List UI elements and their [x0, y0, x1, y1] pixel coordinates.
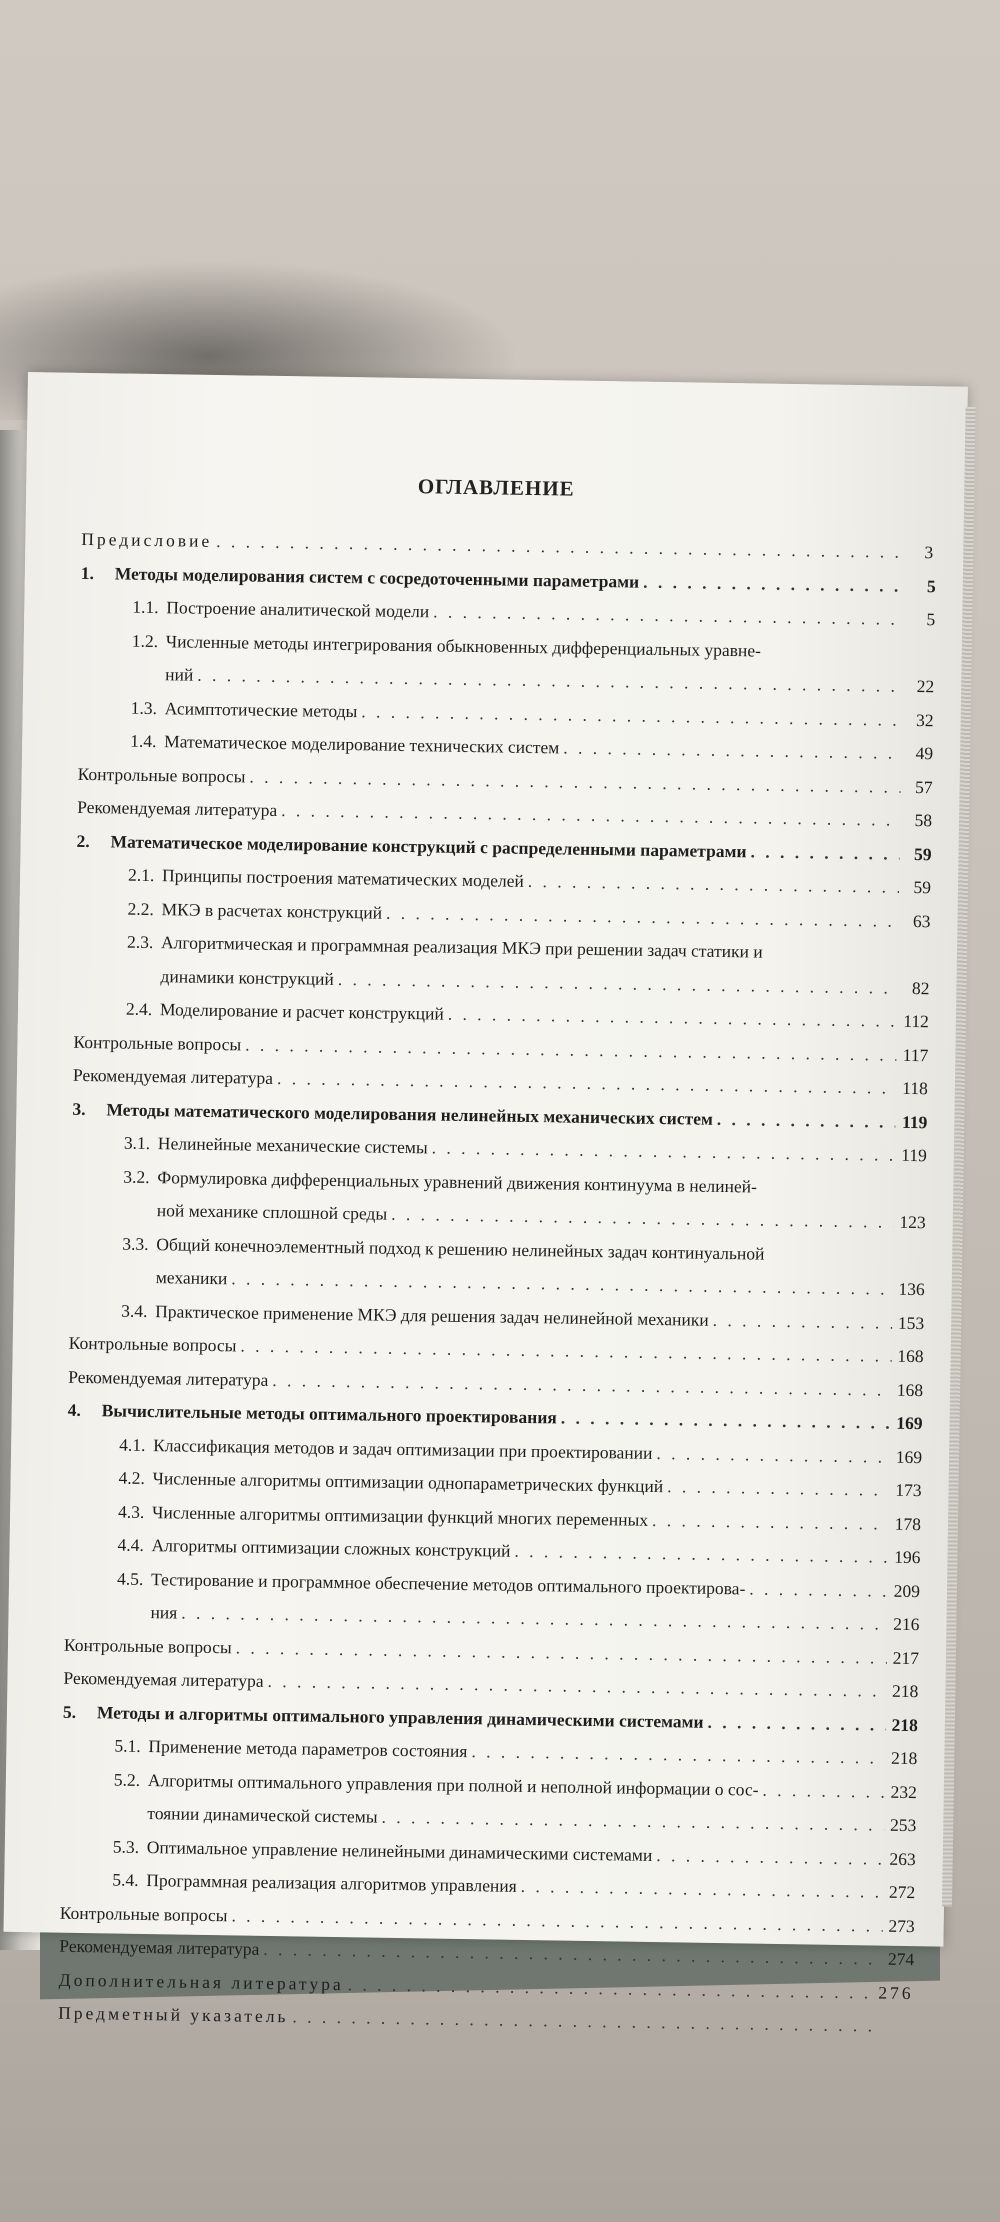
toc-page-number	[881, 2032, 913, 2033]
toc-page-number: 253	[889, 1814, 917, 1836]
toc-entry-title: тоянии динамической системы	[147, 1803, 378, 1827]
toc-entry-title: Рекомендуемая литература	[68, 1366, 269, 1390]
toc-entry-title: Контрольные вопросы	[77, 763, 246, 786]
toc-entry-text	[124, 1133, 428, 1159]
page-title: ОГЛАВЛЕНИЕ	[417, 474, 575, 501]
toc-entry-text	[63, 1668, 263, 1692]
toc-entry-number: 3.2.	[123, 1166, 150, 1187]
toc-entry-number: 3.1.	[123, 1132, 151, 1154]
toc-page-number: 119	[901, 1144, 927, 1166]
toc-entry-number: 1.1.	[132, 596, 159, 618]
toc-entry-title: Вычислительные методы оптимального проектирования	[101, 1400, 558, 1428]
toc-entry-number: 5.1.	[114, 1735, 141, 1756]
book-page	[3, 372, 967, 2027]
toc-entry-title: Контрольные вопросы	[63, 1634, 232, 1657]
toc-entry-title: ной механике сплошной среды	[156, 1200, 388, 1224]
toc-entry-title: Рекомендуемая литература	[72, 1064, 274, 1088]
toc-entry-title: Алгоритмы оптимального управления при полной и неполной информации о сос-	[147, 1769, 759, 1800]
toc-entry-text	[59, 1969, 344, 1994]
toc-entry-title: Рекомендуемая литература	[77, 796, 278, 820]
toc-entry-text	[160, 966, 334, 990]
toc-page-number	[898, 960, 930, 961]
toc-page-number: 3	[924, 542, 937, 563]
dot-leader	[709, 1309, 893, 1333]
toc-entry-number: 1.2.	[131, 630, 159, 651]
toc-page-number: 5	[926, 609, 936, 630]
toc-page-number: 173	[895, 1479, 922, 1501]
toc-page-number: 168	[897, 1345, 924, 1367]
toc-entry-number: 5.4.	[112, 1869, 139, 1890]
toc-entry-title: Алгоритмы оптимизации сложных конструкций	[151, 1535, 511, 1561]
toc-page-number: 169	[896, 1412, 923, 1434]
toc-entry-text	[64, 1634, 232, 1658]
toc-entry-title: Численные алгоритмы оптимизации однопараметрических функций	[152, 1468, 664, 1497]
toc-entry-number: 3.4.	[121, 1300, 148, 1321]
toc-entry-title: Оптимальное управление нелинейными динамическими системами	[146, 1836, 653, 1865]
toc-entry-title: Нелинейные механические системы	[157, 1133, 428, 1158]
toc-entry-text	[60, 1902, 228, 1926]
toc-entry-title: ний	[165, 664, 194, 685]
toc-entry-title: Контрольные вопросы	[73, 1031, 242, 1054]
toc-entry-text	[68, 1366, 268, 1390]
toc-page-number: 59	[913, 843, 932, 864]
toc-page-number: 218	[890, 1747, 918, 1769]
toc-entry-title: Предметный указатель	[58, 2002, 289, 2027]
toc-entry-number: 2.	[76, 830, 90, 851]
toc-entry-title: Численные методы интегрирования обыкновенных дифференциальных уравне-	[165, 630, 762, 661]
toc-entry-number: 1.	[80, 562, 95, 583]
toc-entry-title: механики	[155, 1267, 228, 1289]
dot-leader	[212, 531, 904, 563]
toc-entry-text	[126, 999, 444, 1025]
toc-page-number: 119	[901, 1111, 928, 1132]
toc-entry-number: 4.5.	[116, 1568, 144, 1589]
toc-page-number: 136	[898, 1278, 925, 1300]
dot-leader	[557, 1407, 891, 1433]
toc-entry-title: Построение аналитической модели	[166, 597, 430, 622]
toc-page-number: 32	[915, 709, 934, 730]
toc-entry-title: Методы моделирования систем с сосредоточенными параметрами	[114, 562, 640, 592]
toc-entry-text	[165, 664, 193, 685]
toc-entry-title: Предисловие	[81, 528, 213, 551]
toc-entry-title: Тестирование и программное обеспечение методов оптимального проектирова-	[150, 1568, 746, 1598]
toc-page-number: 168	[896, 1379, 924, 1400]
dot-leader	[652, 1442, 890, 1467]
toc-entry-title: Асимптотические методы	[164, 697, 358, 721]
toc-entry-text	[147, 1803, 378, 1828]
toc-entry-title: Контрольные вопросы	[59, 1902, 228, 1925]
toc-entry-title: Методы математического моделирования нелинейных механических систем	[106, 1098, 714, 1129]
toc-entry-number: 2.2.	[127, 898, 154, 919]
toc-entry-text	[69, 1333, 237, 1357]
toc-page-number: 123	[899, 1211, 926, 1233]
dot-leader	[517, 1876, 884, 1903]
dot-leader	[639, 571, 904, 596]
toc-entry-text	[77, 797, 277, 821]
toc-entry-title: Методы и алгоритмы оптимального управления динамическими системами	[96, 1701, 704, 1732]
toc-entry-title: Численные алгоритмы оптимизации функций многих переменных	[151, 1501, 649, 1530]
toc-entry-text	[131, 697, 358, 722]
toc-page-number: 5	[926, 575, 936, 596]
toc-entry-title: Программная реализация алгоритмов управления	[146, 1870, 517, 1896]
toc-page-number	[894, 1194, 926, 1195]
toc-page-number: 196	[894, 1546, 921, 1568]
toc-entry-number: 5.	[62, 1701, 77, 1722]
toc-page-number: 274	[887, 1948, 915, 1970]
toc-page-number: 217	[892, 1647, 920, 1668]
toc-page-number: 153	[897, 1312, 925, 1333]
toc-entry-title: Математическое моделирование конструкций с распределенными параметрами	[110, 830, 747, 861]
toc-entry-text	[150, 1602, 177, 1623]
toc-page-number: 272	[888, 1881, 916, 1903]
toc-entry-number: 4.	[67, 1399, 81, 1420]
toc-entry-title: Принципы построения математических моделей	[161, 865, 524, 891]
toc-page-number: 117	[902, 1044, 929, 1065]
toc-entry-text	[73, 1065, 273, 1089]
toc-entry-text	[127, 898, 382, 923]
toc-page-number: 169	[895, 1446, 923, 1467]
page-edges	[942, 407, 976, 1907]
toc-entry-number: 4.4.	[117, 1534, 144, 1555]
toc-entry-text	[73, 1031, 241, 1055]
toc-entry-text	[156, 1267, 228, 1289]
toc-page-number	[903, 658, 935, 659]
toc-entry-text	[81, 529, 212, 552]
toc-page-number: 63	[912, 910, 931, 931]
toc-entry-number: 4.1.	[119, 1434, 146, 1455]
toc-entry-text	[78, 763, 246, 787]
toc-entry-title: Рекомендуемая литература	[59, 1935, 260, 1959]
toc-entry-text	[59, 1936, 259, 1960]
toc-entry-title: Контрольные вопросы	[68, 1332, 237, 1356]
dot-leader	[524, 871, 900, 898]
toc-entry-number: 2.3.	[126, 931, 154, 953]
toc-page-number: 57	[914, 776, 933, 797]
toc-entry-number: 1.4.	[130, 730, 157, 752]
toc-entry-title: Практическое применение МКЭ для решения задач нелинейной механики	[155, 1300, 709, 1330]
dot-leader	[745, 1578, 888, 1601]
toc-entry-number: 5.3.	[112, 1836, 140, 1857]
dot-leader	[648, 1509, 889, 1534]
toc-page-number: 273	[888, 1915, 915, 1936]
toc-entry-title: ния	[150, 1602, 178, 1623]
toc-page-number: 218	[891, 1714, 919, 1735]
toc-page-number	[893, 1261, 925, 1262]
toc-page-number: 22	[916, 675, 935, 697]
toc-entry-number: 5.2.	[113, 1769, 141, 1790]
toc-entry-number: 4.3.	[117, 1501, 145, 1522]
dot-leader	[758, 1779, 885, 1802]
toc-entry-title: Общий конечноэлементный подход к решению нелинейных задач континуальной	[156, 1233, 765, 1264]
toc-entry-title: Рекомендуемая литература	[63, 1667, 264, 1691]
toc-entry-title: МКЭ в расчетах конструкций	[161, 898, 383, 923]
toc-entry-title: Дополнительная литература	[58, 1969, 344, 1994]
toc-entry-title: Классификация методов и задач оптимизации при проектировании	[153, 1434, 653, 1463]
toc-page-number: 49	[915, 742, 934, 764]
toc-page-number: 82	[911, 977, 930, 998]
toc-page-number: 263	[889, 1848, 916, 1869]
dot-leader	[713, 1108, 896, 1132]
toc-entry-text	[58, 2003, 289, 2028]
dot-leader	[652, 1844, 884, 1869]
dot-leader	[746, 841, 899, 864]
dot-leader	[703, 1711, 886, 1735]
dot-leader	[663, 1476, 890, 1501]
toc-page-number: 218	[891, 1680, 919, 1702]
toc-entry-number: 2.1.	[127, 864, 155, 886]
toc-entry-title: Применение метода параметров состояния	[148, 1736, 468, 1762]
toc-entry-text	[132, 597, 429, 623]
toc-entry-title: Алгоритмическая и программная реализация МКЭ при решении задач статики и	[160, 932, 763, 962]
toc-entry-title: динамики конструкций	[160, 965, 334, 989]
toc-entry-number: 4.2.	[118, 1467, 146, 1488]
toc-entry-title: Формулировка дифференциальных уравнений движения континуума в нелиней-	[157, 1166, 758, 1197]
toc-page-number: 209	[893, 1580, 921, 1601]
toc-entry-number: 3.3.	[122, 1233, 149, 1254]
table-of-contents	[58, 529, 937, 2050]
toc-page-number: 58	[914, 809, 933, 831]
toc-page-number: 118	[902, 1077, 929, 1099]
toc-page-number: 232	[890, 1781, 917, 1802]
toc-entry-number: 3.	[72, 1098, 86, 1119]
dot-leader	[559, 737, 901, 763]
toc-page-number: 59	[913, 876, 932, 898]
toc-page-number: 216	[893, 1613, 920, 1635]
toc-entry-number: 2.4.	[125, 998, 153, 1020]
toc-page-number: 112	[903, 1010, 930, 1032]
toc-entry-text	[157, 1200, 388, 1225]
toc-entry-title: Моделирование и расчет конструкций	[159, 999, 444, 1024]
toc-entry-text	[114, 1736, 467, 1763]
toc-page-number: 178	[894, 1513, 922, 1534]
toc-entry-title: Математическое моделирование технических систем	[164, 731, 560, 758]
toc-page-number: 276	[878, 1982, 914, 2003]
toc-entry-number: 1.3.	[130, 697, 158, 718]
